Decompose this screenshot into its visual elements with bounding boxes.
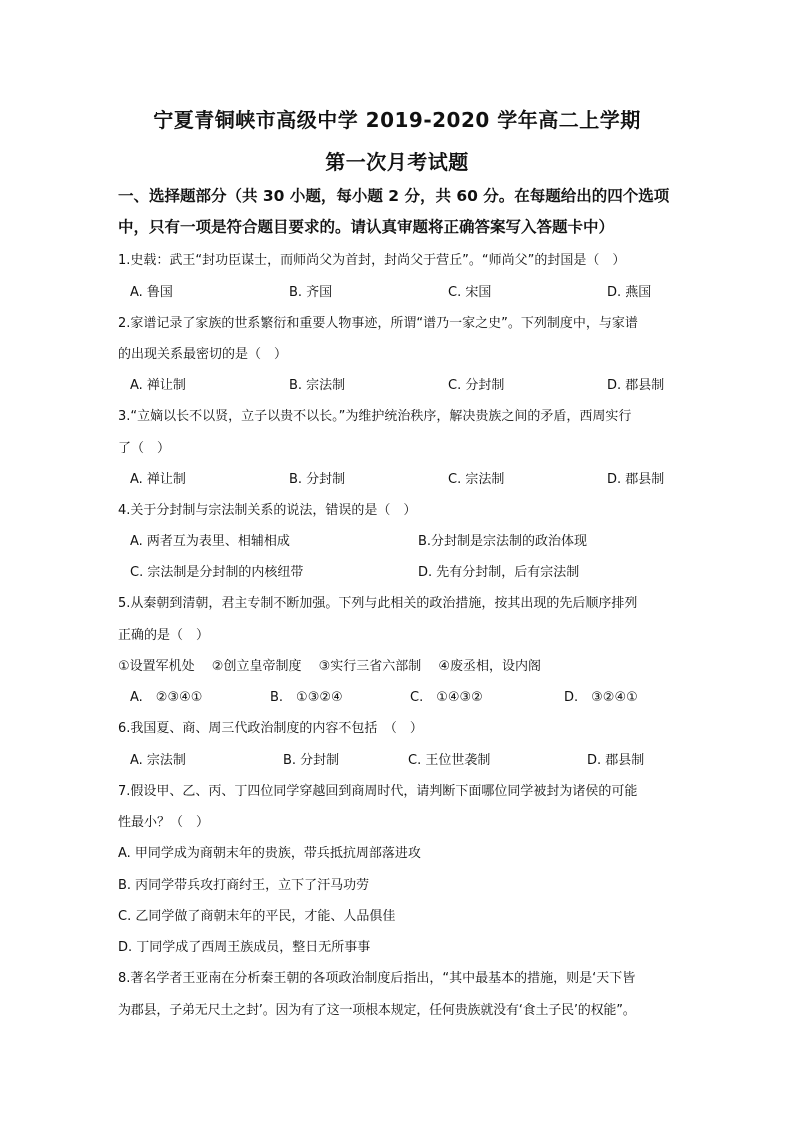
question-2-option-d: D. 郡县制 xyxy=(607,378,665,393)
question-7-option-d: D. 丁同学成了西周王族成员，整日无所事事 xyxy=(118,940,371,955)
exam-subtitle: 第一次月考试题 xyxy=(325,150,469,174)
question-5-option-a: A. ②③④① xyxy=(130,690,203,705)
question-7-option-c: C. 乙同学做了商朝末年的平民，才能、人品俱佳 xyxy=(118,909,396,924)
question-4-option-c: C. 宗法制是分封制的内核纽带 xyxy=(130,565,304,580)
section-instructions xyxy=(118,181,684,243)
question-3-option-a: A. 禅让制 xyxy=(130,472,186,487)
question-6-stem: 6.我国夏、商、周三代政治制度的内容不包括 （ ） xyxy=(118,721,423,736)
question-3-stem-line-1: 3.“立嫡以长不以贤，立子以贵不以长。”为维护统治秩序，解决贵族之间的矛盾，西周实行 xyxy=(118,409,632,424)
question-7-option-b: B. 丙同学带兵攻打商纣王，立下了汗马功劳 xyxy=(118,878,370,893)
question-5-option-d: D. ③②④① xyxy=(564,690,638,705)
question-4-option-a: A. 两者互为表里、相辅相成 xyxy=(130,534,290,549)
instructions-line-1: 一、选择题部分（共 30 小题，每小题 2 分，共 60 分。在每题给出的四个选项 xyxy=(118,187,670,205)
question-4-stem: 4.关于分封制与宗法制关系的说法，错误的是（ ） xyxy=(118,503,417,518)
question-1-option-c: C. 宋国 xyxy=(448,285,492,300)
question-7-stem-line-1: 7.假设甲、乙、丙、丁四位同学穿越回到商周时代，请判断下面哪位同学被封为诸侯的可能 xyxy=(118,784,638,799)
question-4-option-d: D. 先有分封制，后有宗法制 xyxy=(418,565,580,580)
question-3-stem-line-2: 了（ ） xyxy=(118,441,171,456)
instructions-line-2: 中，只有一项是符合题目要求的。请认真审题将正确答案写入答题卡中） xyxy=(118,218,615,236)
question-1-stem: 1.史载：武王“封功臣谋士，而师尚父为首封，封尚父于营丘”。“师尚父”的封国是（ ） xyxy=(118,253,626,268)
question-5-option-b: B. ①③②④ xyxy=(270,690,343,705)
question-3-option-d: D. 郡县制 xyxy=(607,472,665,487)
question-5-items: ①设置军机处 ②创立皇帝制度 ③实行三省六部制 ④废丞相，设内阁 xyxy=(118,659,542,674)
question-8-stem-line-2: 为郡县，子弟无尺土之封’。因为有了这一项根本规定，任何贵族就没有‘食土子民’的权能”。 xyxy=(118,1003,636,1018)
question-4-option-b: B.分封制是宗法制的政治体现 xyxy=(418,534,588,549)
question-2-stem-line-2: 的出现关系最密切的是（ ） xyxy=(118,347,288,362)
question-5-stem-line-2: 正确的是（ ） xyxy=(118,628,210,643)
question-6-option-c: C. 王位世袭制 xyxy=(408,753,491,768)
question-5-stem-line-1: 5.从秦朝到清朝，君主专制不断加强。下列与此相关的政治措施，按其出现的先后顺序排列 xyxy=(118,596,638,611)
question-2-option-b: B. 宗法制 xyxy=(289,378,346,393)
question-3-option-c: C. 宗法制 xyxy=(448,472,505,487)
question-8-stem-line-1: 8.著名学者王亚南在分析秦王朝的各项政治制度后指出，“其中最基本的措施，则是‘天下皆 xyxy=(118,971,636,986)
question-1-option-d: D. 燕国 xyxy=(607,285,652,300)
question-2-stem-line-1: 2.家谱记录了家族的世系繁衍和重要人物事迹，所谓“谱乃一家之史”。下列制度中，与家谱 xyxy=(118,316,638,331)
question-5-option-c: C. ①④③② xyxy=(410,690,483,705)
exam-title: 宁夏青铜峡市高级中学 2019-2020 学年高二上学期 xyxy=(153,108,641,132)
question-1-option-a: A. 鲁国 xyxy=(130,285,173,300)
question-1-option-b: B. 齐国 xyxy=(289,285,333,300)
question-7-stem-line-2: 性最小？（ ） xyxy=(118,815,210,830)
question-6-option-a: A. 宗法制 xyxy=(130,753,186,768)
question-6-option-d: D. 郡县制 xyxy=(587,753,645,768)
question-6-option-b: B. 分封制 xyxy=(283,753,340,768)
question-3-option-b: B. 分封制 xyxy=(289,472,346,487)
question-2-option-a: A. 禅让制 xyxy=(130,378,186,393)
question-7-option-a: A. 甲同学成为商朝末年的贵族，带兵抵抗周部落进攻 xyxy=(118,846,421,861)
question-2-option-c: C. 分封制 xyxy=(448,378,505,393)
